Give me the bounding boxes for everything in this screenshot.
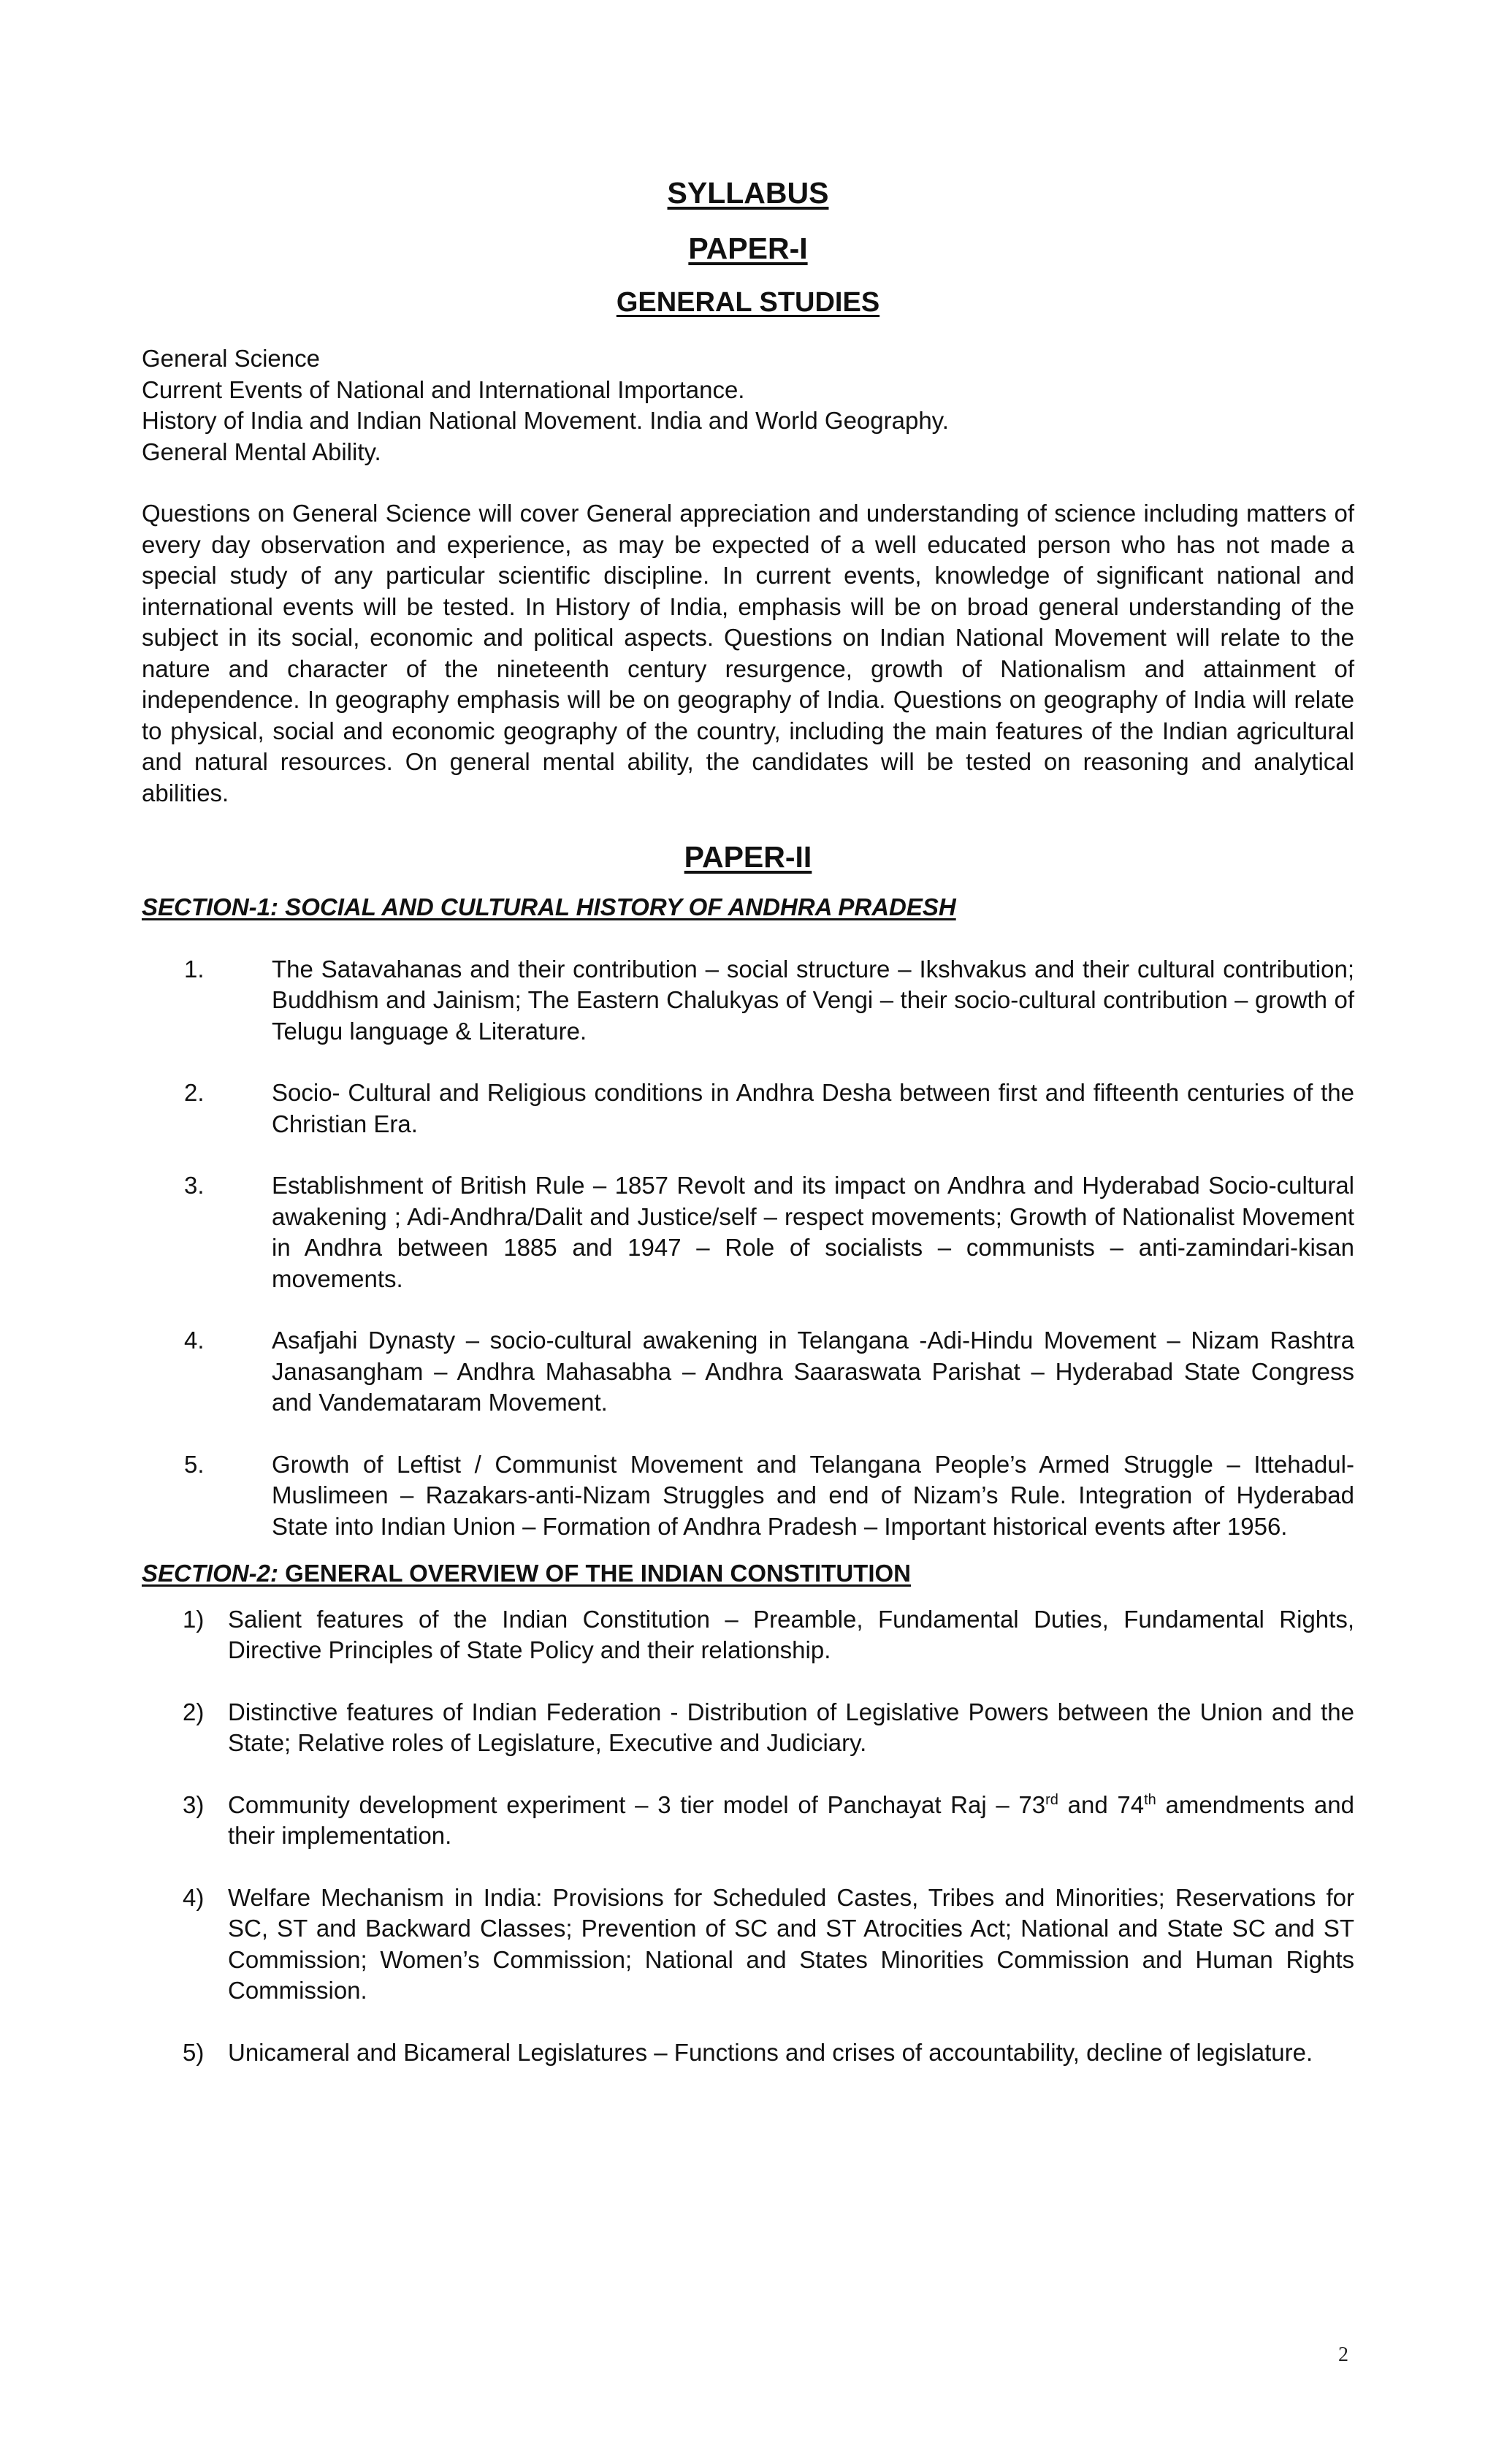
section1-item [142, 1449, 1354, 1543]
topic-item: History of India and Indian National Movement. India and World Geography. [142, 407, 949, 434]
item-number: 2) [183, 1698, 205, 1725]
item-text: Establishment of British Rule – 1857 Revolt and its impact on Andhra and Hyderabad Socio-cultural awakening ; Adi-Andhra/Dalit and Justice/self – respect movements; Growth of Nationalist Movement in Andhra between 1885 and 1947 – Role of socialists – communists – anti-zamindari-kisan movements. [272, 1172, 1354, 1292]
section2-title-text: GENERAL OVERVIEW OF THE INDIAN CONSTITUTION [278, 1560, 912, 1587]
item-number: 4. [184, 1327, 205, 1354]
syllabus-heading: SYLLABUS [667, 176, 829, 210]
item-number: 5. [184, 1450, 205, 1478]
topic-item: General Science [142, 345, 320, 372]
section2-item [142, 1697, 1354, 1759]
item-number: 1. [184, 955, 205, 983]
section1-title-text: SECTION-1: SOCIAL AND CULTURAL HISTORY OF ANDHRA PRADESH [142, 893, 956, 920]
section2-item [142, 1790, 1354, 1852]
item-text: Salient features of the Indian Constitution – Preamble, Fundamental Duties, Fundamental Rights, Directive Principles of State Policy and their relationship. [228, 1605, 1354, 1663]
item-text-part: and 74 [1058, 1790, 1145, 1818]
page-content [142, 172, 1354, 2068]
page-number: 2 [1338, 2343, 1348, 2366]
section1-list [142, 954, 1354, 1543]
item-text-part: amendments and their implementation. [228, 1790, 1354, 1849]
superscript: rd [1045, 1791, 1058, 1808]
item-text: Distinctive features of Indian Federation - Distribution of Legislative Powers between the Union and the State; Relative roles of Legislature, Executive and Judiciary. [228, 1698, 1354, 1756]
section1-item [142, 1170, 1354, 1294]
topic-item: General Mental Ability. [142, 438, 381, 465]
section1-item [142, 1325, 1354, 1419]
item-text: The Satavahanas and their contribution – social structure – Ikshvakus and their cultural contribution; Buddhism and Jainism; The Eastern Chalukyas of Vengi – their socio-cultural contribution – growth of Telugu language & Literature. [272, 955, 1354, 1045]
paper2-heading: PAPER-II [684, 840, 812, 874]
section1-title [142, 892, 1354, 923]
paper1-description: Questions on General Science will cover General appreciation and understanding of science including matters of every day observation and experience, as may be expected of a well educated person who has not made a special study of any particular scientific discipline. In current events, knowledge of significant national and international events will be tested. In History of India, emphasis will be on broad general understanding of the subject in its social, economic and political aspects. Questions on Indian National Movement will relate to the nature and character of the nineteenth century resurgence, growth of Nationalism and attainment of independence. In geography emphasis will be on geography of India. Questions on geography of India will relate to physical, social and economic geography of the country, including the main features of the Indian agricultural and natural resources. On general mental ability, the candidates will be tested on reasoning and analytical abilities. [142, 500, 1354, 806]
section2-title [142, 1558, 1354, 1590]
item-text: Welfare Mechanism in India: Provisions for Scheduled Castes, Tribes and Minorities; Reservations for SC, ST and Backward Classes; Prevention of SC and ST Atrocities Act; National and State SC and ST Commission; Women’s Commission; National and States Minorities Commission and Human Rights Commission. [228, 1883, 1354, 2004]
section1-item [142, 954, 1354, 1048]
item-text: Socio- Cultural and Religious conditions in Andhra Desha between first and fifteenth centuries of the Christian Era. [272, 1079, 1354, 1137]
item-text: Asafjahi Dynasty – socio-cultural awakening in Telangana -Adi-Hindu Movement – Nizam Rashtra Janasangham – Andhra Mahasabha – Andhra Saaraswata Parishat – Hyderabad State Congress and Vandemataram Movement. [272, 1327, 1354, 1416]
paper1-topics-list [142, 343, 1354, 468]
item-number: 5) [183, 2038, 205, 2066]
item-number: 4) [183, 1883, 205, 1911]
item-number: 2. [184, 1079, 205, 1106]
section2-label: SECTION-2: [142, 1560, 279, 1587]
item-number: 1) [183, 1605, 205, 1633]
paper1-heading: PAPER-I [688, 232, 808, 265]
section2-item [142, 1604, 1354, 1666]
item-text: Growth of Leftist / Communist Movement and Telangana People’s Armed Struggle – Ittehadul-Muslimeen – Razakars-anti-Nizam Struggles and end of Nizam’s Rule. Integration of Hyderabad State into Indian Union – Formation of Andhra Pradesh – Important historical events after 1956. [272, 1450, 1354, 1540]
item-text: Unicameral and Bicameral Legislatures – Functions and crises of accountability, decline of legislature. [228, 2038, 1313, 2066]
item-number: 3) [183, 1790, 205, 1818]
section2-item [142, 2037, 1354, 2069]
topic-item: Current Events of National and International Importance. [142, 375, 745, 403]
general-studies-heading: GENERAL STUDIES [616, 287, 880, 318]
section1-item [142, 1077, 1354, 1140]
section2-list [142, 1604, 1354, 2069]
item-number: 3. [184, 1172, 205, 1199]
superscript: th [1144, 1791, 1156, 1808]
item-text-part: Community development experiment – 3 tier model of Panchayat Raj – 73 [228, 1790, 1046, 1818]
section2-item [142, 1883, 1354, 2007]
